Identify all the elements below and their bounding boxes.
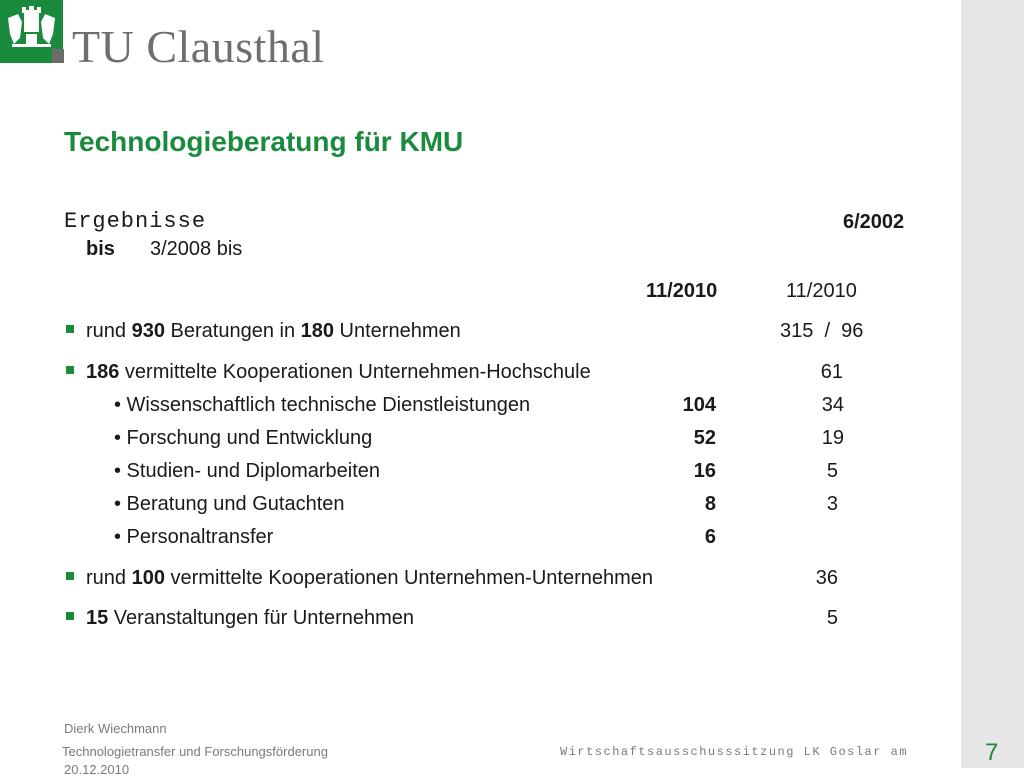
subitem-label: • Studien- und Diplomarbeiten [114, 460, 381, 482]
item-number: 100 [131, 567, 165, 589]
subitem-value1: 52 [693, 427, 716, 449]
logo-text: TU Clausthal [72, 21, 325, 72]
item-number: 930 [131, 320, 165, 342]
item-text: vermittelte Kooperationen Unternehmen-Hochschule [119, 361, 591, 383]
logo-accent-square [52, 49, 64, 63]
subitem-value2: 19 [821, 427, 844, 449]
item-value-col2: 36 [815, 567, 838, 589]
subitem-value2: 34 [821, 394, 844, 416]
bis-label: bis [86, 238, 115, 260]
period1-start: 6/2002 [843, 211, 905, 233]
subitem-value1: 16 [693, 460, 716, 482]
subitem-value2: 3 [826, 493, 838, 515]
subitem-label: • Beratung und Gutachten [114, 493, 345, 515]
list-item [86, 320, 461, 343]
footer-subtitle: Technologietransfer und Forschungsförderung [62, 744, 328, 759]
list-item [86, 567, 653, 590]
item-number: 186 [86, 361, 120, 383]
item-text: rund [86, 567, 132, 589]
list-item [86, 361, 591, 384]
item-text: Beratungen in [164, 320, 301, 342]
period2-start: 3/2008 bis [150, 238, 243, 260]
subitem-label: • Wissenschaftlich technische Dienstleistungen [114, 394, 531, 416]
bullet-square [66, 612, 74, 620]
list-item [86, 607, 414, 630]
item-value-col2: 61 [820, 361, 843, 383]
subitem-value1: 104 [682, 394, 716, 416]
item-text: Unternehmen [334, 320, 461, 342]
item-value-col2: 5 [826, 607, 838, 629]
page-number: 7 [985, 739, 999, 766]
item-text: rund [86, 320, 132, 342]
period2-end: 11/2010 [786, 280, 857, 302]
item-text: vermittelte Kooperationen Unternehmen-Unternehmen [164, 567, 654, 589]
subitem-label: • Personaltransfer [114, 526, 274, 548]
subitem-value1: 8 [704, 493, 716, 515]
item-number: 180 [300, 320, 334, 342]
item-text: Veranstaltungen für Unternehmen [108, 607, 415, 629]
bullet-square [66, 572, 74, 580]
subitem-value1: 6 [704, 526, 716, 548]
bullet-square [66, 366, 74, 374]
footer-author: Dierk Wiechmann [64, 721, 167, 736]
right-sidebar-strip [961, 0, 1024, 768]
footer-event: Wirtschaftsausschusssitzung LK Goslar am [560, 745, 909, 759]
item-number: 15 [86, 607, 109, 629]
results-label: Ergebnisse [64, 209, 207, 234]
bullet-square [66, 325, 74, 333]
footer-date-fragment: 20.12.2010 [64, 762, 130, 777]
subitem-value2: 5 [826, 460, 838, 482]
subitem-label: • Forschung und Entwicklung [114, 427, 373, 449]
slide-title: Technologieberatung für KMU [64, 126, 464, 157]
coat-of-arms-icon [4, 4, 59, 59]
item-value-col2: 315 / 96 [780, 320, 864, 342]
period1-end: 11/2010 [646, 280, 718, 302]
